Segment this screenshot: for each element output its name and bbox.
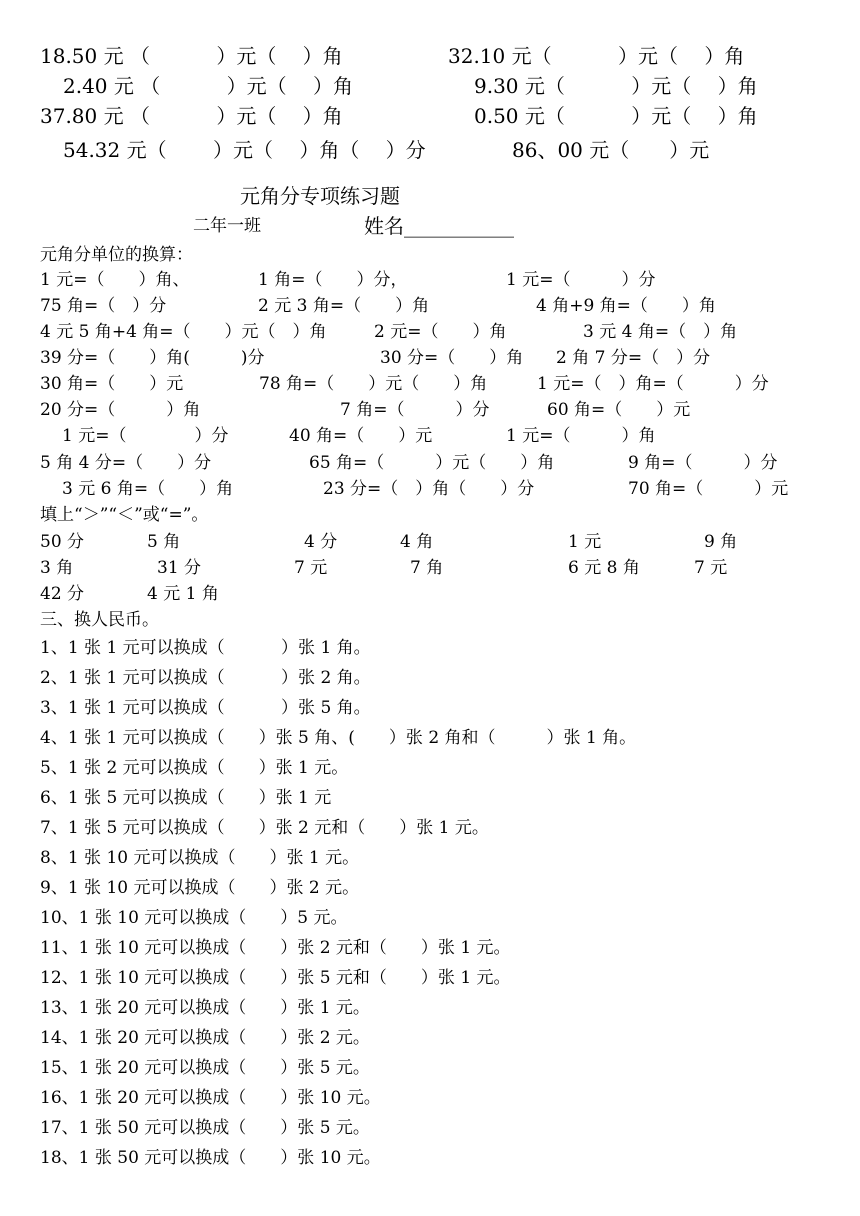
- top-conversion-1a: 18.50 元 （ ）元（ ）角: [40, 44, 343, 68]
- conv-r2-c1: 75 角=（ ）分: [40, 296, 167, 316]
- exchange-item-18: 18、1 张 50 元可以换成（ ）张 10 元。: [40, 1148, 381, 1168]
- compare-r2-b1: 31 分: [157, 558, 202, 578]
- compare-r1-b3: 9 角: [704, 532, 738, 552]
- conv-r1-c2: 1 角=（ ）分，: [258, 270, 408, 290]
- exchange-item-3: 3、1 张 1 元可以换成（ ）张 5 角。: [40, 698, 371, 718]
- top-conversion-1b: 32.10 元（ ）元（ ）角: [448, 44, 745, 68]
- exchange-item-14: 14、1 张 20 元可以换成（ ）张 2 元。: [40, 1028, 370, 1048]
- conv-r9-c2: 23 分=（ ）角（ ）分: [323, 479, 535, 499]
- conv-r4-c3: 2 角 7 分=（ ）分: [556, 348, 711, 368]
- top-conversion-4b: 86、00 元（ ）元: [512, 138, 710, 162]
- exchange-item-4: 4、1 张 1 元可以换成（ ）张 5 角、( ）张 2 角和（ ）张 1 角。: [40, 728, 637, 748]
- top-conversion-2a: 2.40 元 （ ）元（ ）角: [63, 74, 353, 98]
- conv-r7-c1: 1 元=（ ）分: [62, 426, 229, 446]
- conv-r5-c2: 78 角=（ ）元（ ）角: [259, 374, 488, 394]
- conv-r6-c3: 60 角=（ ）元: [547, 400, 691, 420]
- compare-r2-a1: 3 角: [40, 558, 74, 578]
- compare-r2-b2: 7 角: [410, 558, 444, 578]
- conv-r1-c1: 1 元=（ ）角、: [40, 270, 190, 290]
- exchange-item-2: 2、1 张 1 元可以换成（ ）张 2 角。: [40, 668, 371, 688]
- exchange-item-16: 16、1 张 20 元可以换成（ ）张 10 元。: [40, 1088, 381, 1108]
- conv-r9-c3: 70 角=（ ）元: [628, 479, 789, 499]
- top-conversion-4a: 54.32 元（ ）元（ ）角（ ）分: [63, 138, 426, 162]
- conv-r3-c2: 2 元=（ ）角: [374, 322, 507, 342]
- conv-r8-c1: 5 角 4 分=（ ）分: [40, 453, 212, 473]
- section1-heading: 元角分单位的换算：: [40, 245, 193, 265]
- compare-r2-a2: 7 元: [294, 558, 328, 578]
- compare-r1-b1: 5 角: [147, 532, 181, 552]
- conv-r5-c3: 1 元=（ ）角=（ ）分: [537, 374, 769, 394]
- compare-r1-a3: 1 元: [568, 532, 602, 552]
- name-field[interactable]: 姓名___________: [364, 214, 514, 238]
- conv-r2-c2: 2 元 3 角=（ ）角: [258, 296, 430, 316]
- conv-r9-c1: 3 元 6 角=（ ）角: [62, 479, 234, 499]
- compare-r1-a2: 4 分: [304, 532, 338, 552]
- top-conversion-2b: 9.30 元（ ）元（ ）角: [474, 74, 758, 98]
- exchange-item-9: 9、1 张 10 元可以换成（ ）张 2 元。: [40, 878, 360, 898]
- conv-r1-c3: 1 元=（ ）分: [506, 270, 656, 290]
- conv-r8-c2: 65 角=（ ）元（ ）角: [309, 453, 555, 473]
- compare-r2-b3: 7 元: [694, 558, 728, 578]
- compare-r3-b1: 4 元 1 角: [147, 584, 219, 604]
- exchange-item-5: 5、1 张 2 元可以换成（ ）张 1 元。: [40, 758, 349, 778]
- exchange-item-7: 7、1 张 5 元可以换成（ ）张 2 元和（ ）张 1 元。: [40, 818, 489, 838]
- conv-r8-c3: 9 角=（ ）分: [628, 453, 778, 473]
- class-label: 二年一班: [193, 216, 261, 236]
- conv-r6-c2: 7 角=（ ）分: [340, 400, 490, 420]
- conv-r7-c3: 1 元=（ ）角: [506, 426, 656, 446]
- conv-r3-c1: 4 元 5 角+4 角=（ ）元（ ）角: [40, 322, 327, 342]
- top-conversion-3a: 37.80 元 （ ）元（ ）角: [40, 104, 343, 128]
- exchange-item-13: 13、1 张 20 元可以换成（ ）张 1 元。: [40, 998, 370, 1018]
- conv-r2-c3: 4 角+9 角=（ ）角: [536, 296, 716, 316]
- worksheet-title: 元角分专项练习题: [240, 184, 400, 208]
- exchange-item-8: 8、1 张 10 元可以换成（ ）张 1 元。: [40, 848, 360, 868]
- exchange-item-11: 11、1 张 10 元可以换成（ ）张 2 元和（ ）张 1 元。: [40, 938, 511, 958]
- exchange-item-15: 15、1 张 20 元可以换成（ ）张 5 元。: [40, 1058, 370, 1078]
- conv-r4-c1: 39 分=（ ）角( )分: [40, 348, 265, 368]
- compare-r1-b2: 4 角: [400, 532, 434, 552]
- compare-r2-a3: 6 元 8 角: [568, 558, 640, 578]
- conv-r4-c2: 30 分=（ ）角: [380, 348, 524, 368]
- exchange-item-10: 10、1 张 10 元可以换成（ ）5 元。: [40, 908, 348, 928]
- conv-r6-c1: 20 分=（ ）角: [40, 400, 201, 420]
- exchange-item-1: 1、1 张 1 元可以换成（ ）张 1 角。: [40, 638, 371, 658]
- conv-r7-c2: 40 角=（ ）元: [289, 426, 433, 446]
- conv-r3-c3: 3 元 4 角=（ ）角: [583, 322, 738, 342]
- section3-heading: 三、换人民币。: [40, 610, 159, 630]
- exchange-item-6: 6、1 张 5 元可以换成（ ）张 1 元: [40, 788, 332, 808]
- exchange-item-17: 17、1 张 50 元可以换成（ ）张 5 元。: [40, 1118, 370, 1138]
- compare-r3-a1: 42 分: [40, 584, 85, 604]
- exchange-item-12: 12、1 张 10 元可以换成（ ）张 5 元和（ ）张 1 元。: [40, 968, 511, 988]
- section2-heading: 填上“＞”“＜”或“=”。: [40, 505, 209, 525]
- conv-r5-c1: 30 角=（ ）元: [40, 374, 184, 394]
- compare-r1-a1: 50 分: [40, 532, 85, 552]
- top-conversion-3b: 0.50 元（ ）元（ ）角: [474, 104, 758, 128]
